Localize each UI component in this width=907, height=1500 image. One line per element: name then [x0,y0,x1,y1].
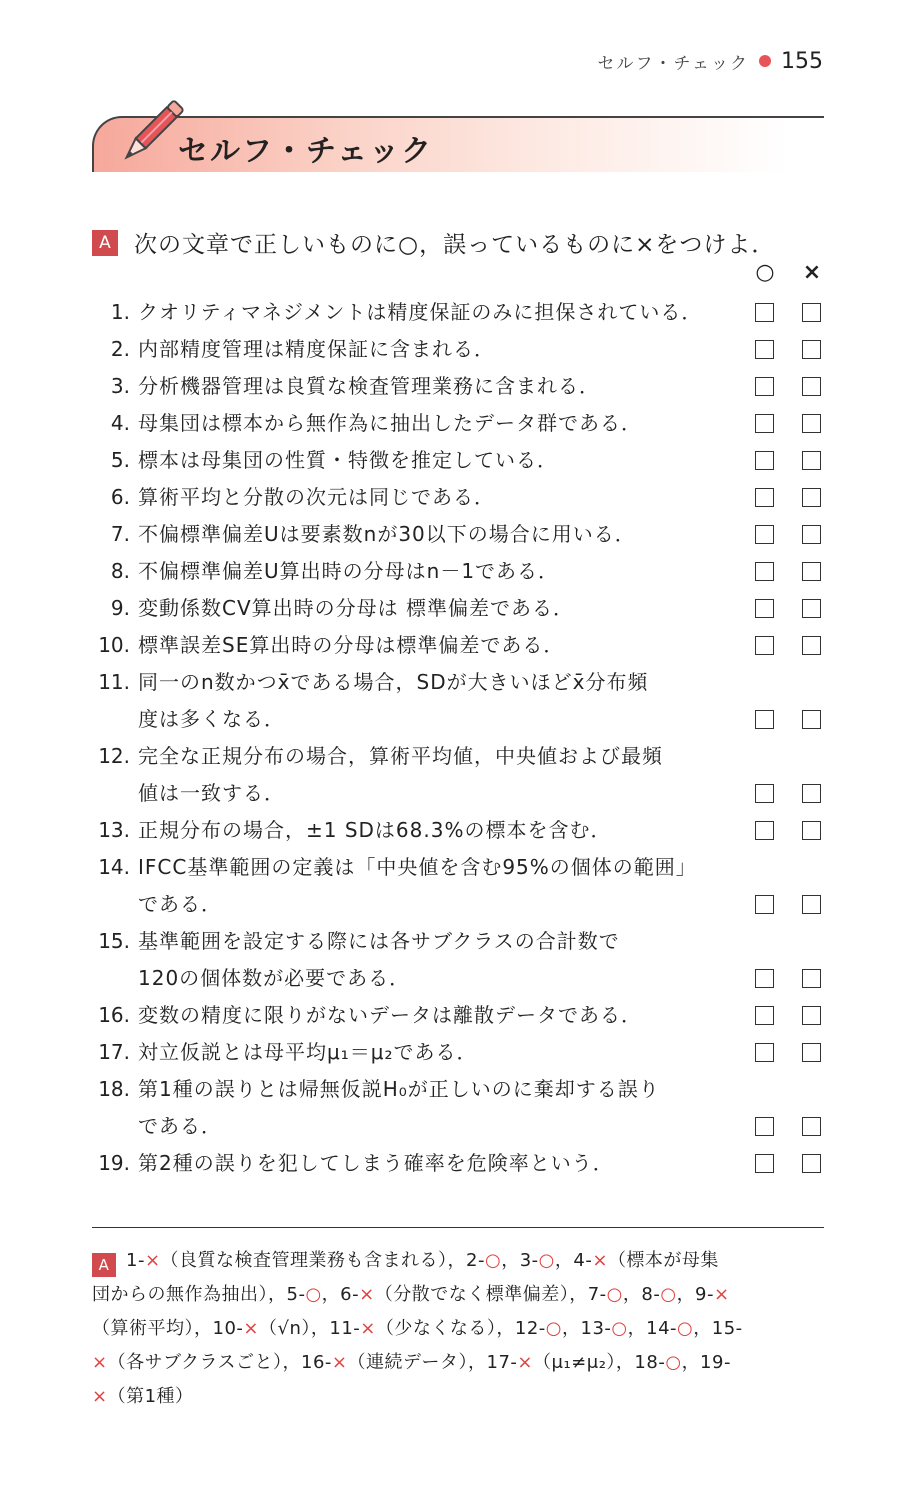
question-text: 値は一致する． [138,781,285,805]
question-item [92,1145,832,1182]
answer-mark: ○ [677,1318,694,1339]
question-item [92,738,832,812]
incorrect-checkbox[interactable] [802,895,821,914]
correct-checkbox[interactable] [755,1006,774,1025]
question-number: 1. [110,300,130,324]
answer-mark: ○ [611,1318,628,1339]
question-item [92,590,832,627]
answer-mark: × [592,1250,608,1271]
correct-checkbox[interactable] [755,451,774,470]
answer-mark: ○ [660,1284,677,1305]
question-text: 度は多くなる． [138,707,285,731]
question-number: 16. [98,1003,130,1027]
question-number: 12. [98,744,130,768]
incorrect-checkbox[interactable] [802,1043,821,1062]
question-text: 完全な正規分布の場合，算術平均値，中央値および最頻 [138,744,663,768]
answer-text: ，6- [321,1284,360,1305]
answer-line [92,1380,826,1414]
question-text: クオリティマネジメントは精度保証のみに担保されている． [138,300,703,324]
question-number: 14. [98,855,130,879]
question-text: 標準誤差SE算出時の分母は標準偏差である． [138,633,565,657]
answer-mark: ○ [485,1250,502,1271]
question-text: である． [138,1114,222,1138]
question-item [92,294,832,331]
answer-text: （良質な検査管理業務も含まれる），2- [160,1250,485,1271]
question-item [92,442,832,479]
answer-text: （√n），11- [259,1318,361,1339]
answer-text: （標本が母集 [607,1250,719,1271]
question-text: IFCC基準範囲の定義は「中央値を含む95%の個体の範囲」 [138,855,697,879]
question-text: 不偏標準偏差U算出時の分母はn－1である． [138,559,560,583]
correct-checkbox[interactable] [755,636,774,655]
answer-text: ，3- [501,1250,539,1271]
question-item [92,664,832,738]
answer-mark: ○ [545,1318,562,1339]
answer-column-headers [0,260,907,290]
incorrect-checkbox[interactable] [802,784,821,803]
question-text: 分析機器管理は良質な検査管理業務に含まれる． [138,374,600,398]
answer-text: ，13- [562,1318,612,1339]
answer-text: （各サブクラスごと），16- [107,1352,332,1373]
answer-mark: ○ [665,1352,682,1373]
answer-mark: ○ [606,1284,623,1305]
question-text: 不偏標準偏差Uは要素数nが30以下の場合に用いる． [138,522,636,546]
answer-line [92,1346,826,1380]
incorrect-checkbox[interactable] [802,525,821,544]
incorrect-checkbox[interactable] [802,1154,821,1173]
pencil-icon [112,92,192,172]
answer-mark: × [517,1352,534,1373]
incorrect-checkbox[interactable] [802,562,821,581]
question-text: 母集団は標本から無作為に抽出したデータ群である． [138,411,642,435]
incorrect-checkbox[interactable] [802,303,821,322]
question-item [92,516,832,553]
question-item [92,849,832,923]
question-item [92,923,832,997]
question-text: 第1種の誤りとは帰無仮説H₀が正しいのに棄却する誤り [138,1077,660,1101]
correct-checkbox[interactable] [755,525,774,544]
question-item [92,553,832,590]
correct-checkbox[interactable] [755,340,774,359]
answer-mark: × [243,1318,259,1339]
answer-text: ，8- [622,1284,661,1305]
correct-checkbox[interactable] [755,599,774,618]
question-item [92,331,832,368]
answer-line [92,1244,826,1278]
incorrect-checkbox[interactable] [802,1006,821,1025]
question-item [92,812,832,849]
question-text: 標本は母集団の性質・特徴を推定している． [138,448,558,472]
incorrect-checkbox[interactable] [802,414,821,433]
question-number: 10. [98,633,130,657]
answer-line [92,1278,826,1312]
section-a-badge: A [92,230,118,256]
correct-checkbox[interactable] [755,969,774,988]
question-text: 変数の精度に限りがないデータは離散データである． [138,1003,642,1027]
question-number: 7. [110,522,130,546]
answer-mark: × [144,1250,161,1271]
answer-key-badge: A [92,1253,116,1277]
answer-mark: ○ [538,1250,555,1271]
incorrect-checkbox[interactable] [802,969,821,988]
question-item [92,368,832,405]
correct-checkbox[interactable] [755,895,774,914]
correct-checkbox[interactable] [755,1043,774,1062]
bullet-dot-icon [759,55,771,67]
answer-mark: × [92,1386,108,1407]
answer-text: （第1種） [107,1386,194,1407]
answer-mark: × [92,1352,108,1373]
incorrect-checkbox[interactable] [802,599,821,618]
answer-text: （分散でなく標準偏差），7- [374,1284,607,1305]
question-text: 基準範囲を設定する際には各サブクラスの合計数で [138,929,620,953]
correct-checkbox[interactable] [755,784,774,803]
correct-checkbox[interactable] [755,414,774,433]
incorrect-checkbox[interactable] [802,710,821,729]
question-number: 19. [98,1151,130,1175]
answer-text: （μ₁≠μ₂），18- [533,1352,666,1373]
correct-column-header: ○ [755,260,775,285]
question-text: 120の個体数が必要である． [138,966,411,990]
answer-text: （少なくなる），12- [375,1318,546,1339]
question-text: 正規分布の場合，±1 SDは68.3%の標本を含む． [138,818,612,842]
section-a-instruction: 次の文章で正しいものに○，誤っているものに×をつけよ． [134,232,776,258]
question-number: 5. [110,448,130,472]
answer-mark: × [360,1318,376,1339]
question-number: 3. [110,374,130,398]
correct-checkbox[interactable] [755,377,774,396]
page-number: 155 [781,48,823,74]
answer-text: ，9- [676,1284,715,1305]
question-number: 6. [110,485,130,509]
title-band [92,116,824,172]
correct-checkbox[interactable] [755,488,774,507]
answer-text: ，19- [681,1352,731,1373]
question-text: 同一のn数かつx̄である場合，SDが大きいほどx̄分布頻 [138,670,649,694]
answer-mark: × [714,1284,730,1305]
question-number: 15. [98,929,130,953]
answer-text: 1- [126,1250,145,1271]
correct-checkbox[interactable] [755,821,774,840]
answer-key [92,1244,826,1414]
question-item [92,405,832,442]
incorrect-checkbox[interactable] [802,340,821,359]
question-number: 9. [110,596,130,620]
answers-divider [92,1227,824,1228]
question-number: 17. [98,1040,130,1064]
correct-checkbox[interactable] [755,562,774,581]
answer-text: （算術平均），10- [92,1318,244,1339]
question-text: 算術平均と分散の次元は同じである． [138,485,495,509]
question-number: 2. [110,337,130,361]
question-text: 対立仮説とは母平均μ₁＝μ₂である． [138,1040,478,1064]
question-text: 変動係数CV算出時の分母は 標準偏差である． [138,596,575,620]
section-a-heading [92,226,775,259]
answer-text: ，14- [627,1318,678,1339]
question-number: 8. [110,559,130,583]
question-number: 18. [98,1077,130,1101]
incorrect-checkbox[interactable] [802,451,821,470]
running-header-text: セルフ・チェック [597,53,749,74]
answer-text: （連続データ），17- [347,1352,518,1373]
question-item [92,997,832,1034]
question-number: 4. [110,411,130,435]
incorrect-column-header: × [802,260,822,285]
question-text: 内部精度管理は精度保証に含まれる． [138,337,495,361]
answer-mark: × [359,1284,375,1305]
answer-text: ，4- [554,1250,593,1271]
question-item [92,479,832,516]
question-item [92,1034,832,1071]
correct-checkbox[interactable] [755,710,774,729]
incorrect-checkbox[interactable] [802,1117,821,1136]
correct-checkbox[interactable] [755,303,774,322]
incorrect-checkbox[interactable] [802,377,821,396]
correct-checkbox[interactable] [755,1154,774,1173]
question-item [92,1071,832,1145]
incorrect-checkbox[interactable] [802,821,821,840]
incorrect-checkbox[interactable] [802,636,821,655]
answer-line [92,1312,826,1346]
answer-mark: × [331,1352,348,1373]
question-number: 13. [98,818,130,842]
question-text: である． [138,892,222,916]
page-title: セルフ・チェック [178,134,434,169]
question-number: 11. [98,670,130,694]
correct-checkbox[interactable] [755,1117,774,1136]
question-item [92,627,832,664]
answer-text: ，15- [693,1318,743,1339]
answer-text: 団からの無作為抽出），5- [92,1284,306,1305]
question-text: 第2種の誤りを犯してしまう確率を危険率という． [138,1151,614,1175]
running-header [598,46,824,76]
answer-mark: ○ [305,1284,322,1305]
incorrect-checkbox[interactable] [802,488,821,507]
